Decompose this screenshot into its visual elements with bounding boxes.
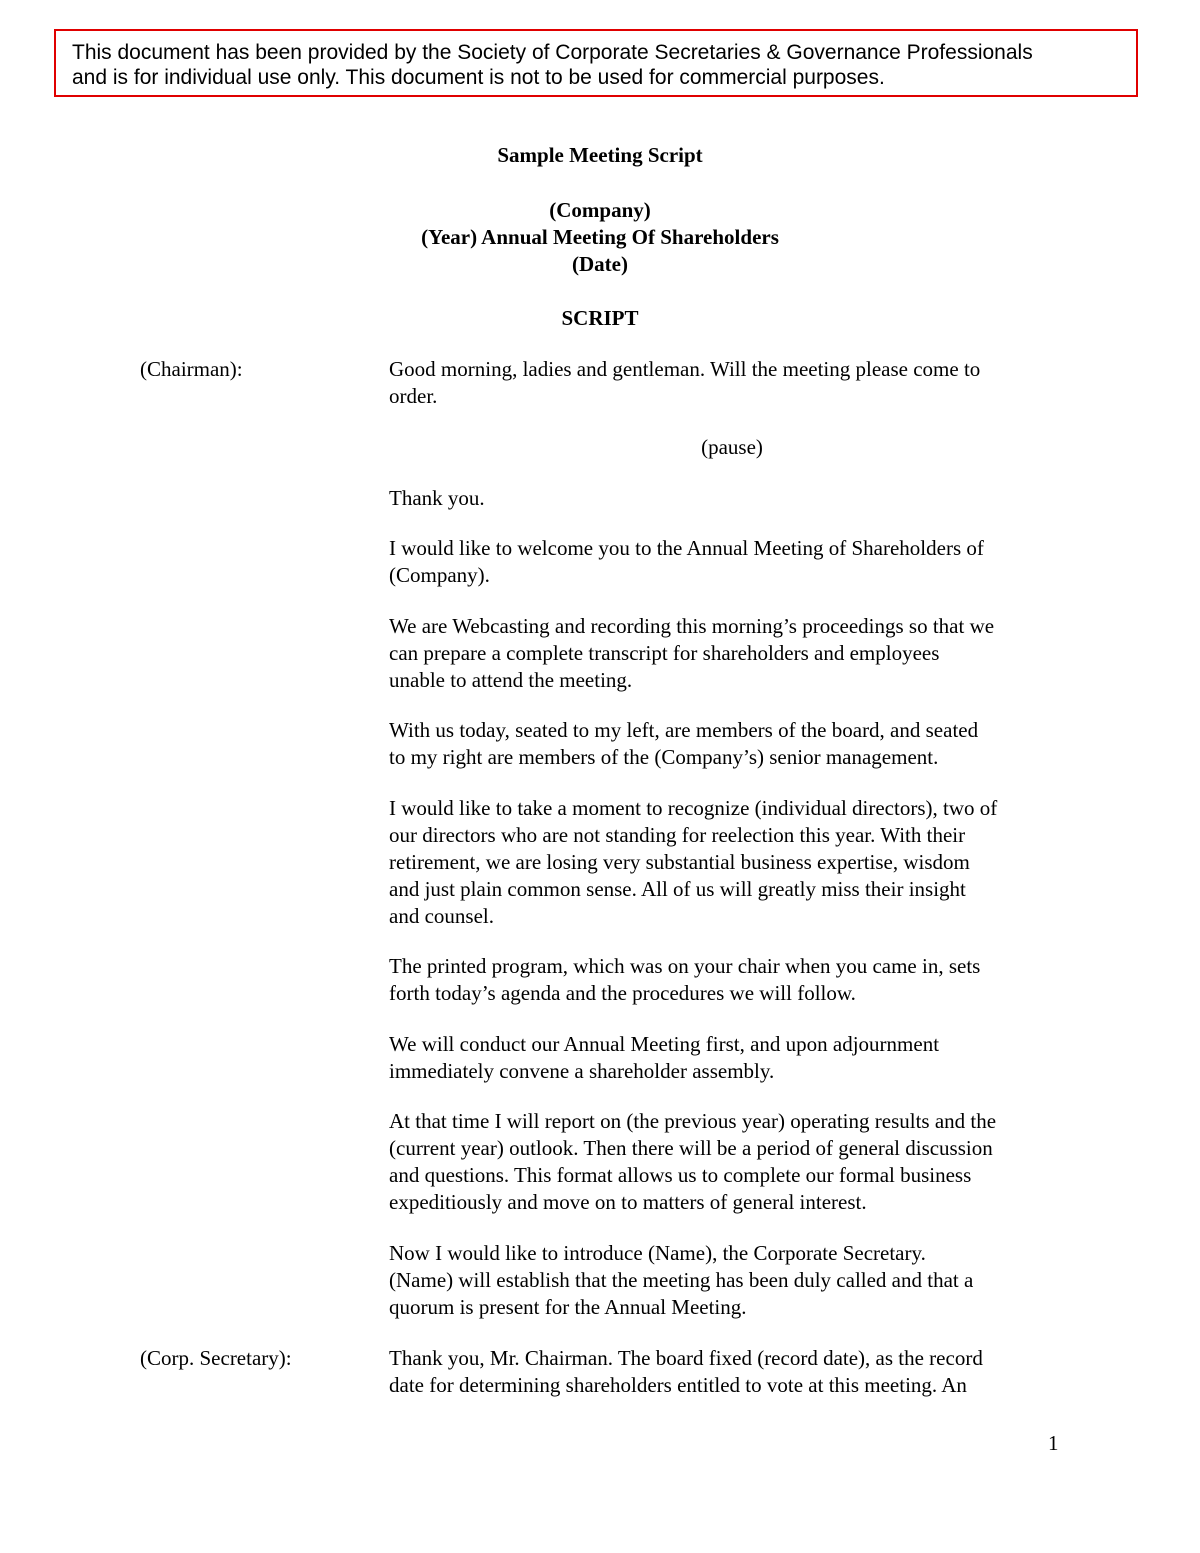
paragraph-line: Good morning, ladies and gentleman. Will the meeting please come to: [389, 357, 981, 381]
paragraph-line: Now I would like to introduce (Name), the Corporate Secretary.: [389, 1241, 926, 1265]
usage-notice-line-1: This document has been provided by the Society of Corporate Secretaries & Governance Professionals: [72, 41, 1033, 64]
script-paragraph-4: [389, 613, 1089, 694]
paragraph-line: With us today, seated to my left, are members of the board, and seated: [389, 718, 979, 742]
paragraph-line: retirement, we are losing very substantial business expertise, wisdom: [389, 850, 970, 874]
page-number: 1: [1048, 1431, 1059, 1455]
script-heading: SCRIPT: [561, 306, 639, 330]
paragraph-line: can prepare a complete transcript for shareholders and employees: [389, 641, 940, 665]
script-paragraph-1: [389, 356, 1089, 410]
paragraph-line: order.: [389, 384, 438, 408]
speaker-label-chairman: (Chairman):: [140, 357, 243, 381]
paragraph-line: our directors who are not standing for reelection this year. With their: [389, 823, 966, 847]
speaker-label-secretary: (Corp. Secretary):: [140, 1346, 292, 1370]
paragraph-line: I would like to take a moment to recognize (individual directors), two of: [389, 796, 998, 820]
paragraph-line: date for determining shareholders entitled to vote at this meeting. An: [389, 1373, 967, 1397]
paragraph-line: to my right are members of the (Company’s) senior management.: [389, 745, 939, 769]
usage-notice-box: [54, 29, 1138, 97]
script-paragraph-3: [389, 535, 1089, 589]
pause-note: (pause): [701, 435, 763, 459]
meeting-heading: (Year) Annual Meeting Of Shareholders: [421, 225, 779, 249]
paragraph-line: Thank you.: [389, 486, 485, 510]
script-paragraph-11: [389, 1345, 1089, 1399]
script-paragraph-5: [389, 717, 1089, 771]
company-heading: (Company): [549, 198, 651, 222]
paragraph-line: forth today’s agenda and the procedures we will follow.: [389, 981, 856, 1005]
script-paragraph-6: [389, 795, 1089, 930]
paragraph-line: At that time I will report on (the previous year) operating results and the: [389, 1109, 997, 1133]
paragraph-line: (Company).: [389, 563, 490, 587]
paragraph-line: We are Webcasting and recording this morning’s proceedings so that we: [389, 614, 995, 638]
paragraph-line: I would like to welcome you to the Annual Meeting of Shareholders of: [389, 536, 984, 560]
paragraph-line: and counsel.: [389, 904, 494, 928]
paragraph-line: (Name) will establish that the meeting has been duly called and that a: [389, 1268, 974, 1292]
usage-notice-line-2: and is for individual use only. This document is not to be used for commercial purposes.: [72, 66, 885, 89]
paragraph-line: immediately convene a shareholder assembly.: [389, 1059, 775, 1083]
paragraph-line: and questions. This format allows us to complete our formal business: [389, 1163, 972, 1187]
script-paragraph-7: [389, 953, 1089, 1007]
script-paragraph-8: [389, 1031, 1089, 1085]
paragraph-line: and just plain common sense. All of us will greatly miss their insight: [389, 877, 966, 901]
script-paragraph-9: [389, 1108, 1089, 1216]
date-heading: (Date): [572, 252, 628, 276]
paragraph-line: quorum is present for the Annual Meeting.: [389, 1295, 747, 1319]
paragraph-line: unable to attend the meeting.: [389, 668, 633, 692]
script-paragraph-10: [389, 1240, 1089, 1321]
paragraph-line: (current year) outlook. Then there will be a period of general discussion: [389, 1136, 993, 1160]
script-paragraph-2: [389, 485, 1089, 512]
paragraph-line: We will conduct our Annual Meeting first, and upon adjournment: [389, 1032, 940, 1056]
paragraph-line: The printed program, which was on your chair when you came in, sets: [389, 954, 981, 978]
document-title: Sample Meeting Script: [497, 143, 703, 167]
paragraph-line: expeditiously and move on to matters of general interest.: [389, 1190, 867, 1214]
paragraph-line: Thank you, Mr. Chairman. The board fixed (record date), as the record: [389, 1346, 983, 1370]
